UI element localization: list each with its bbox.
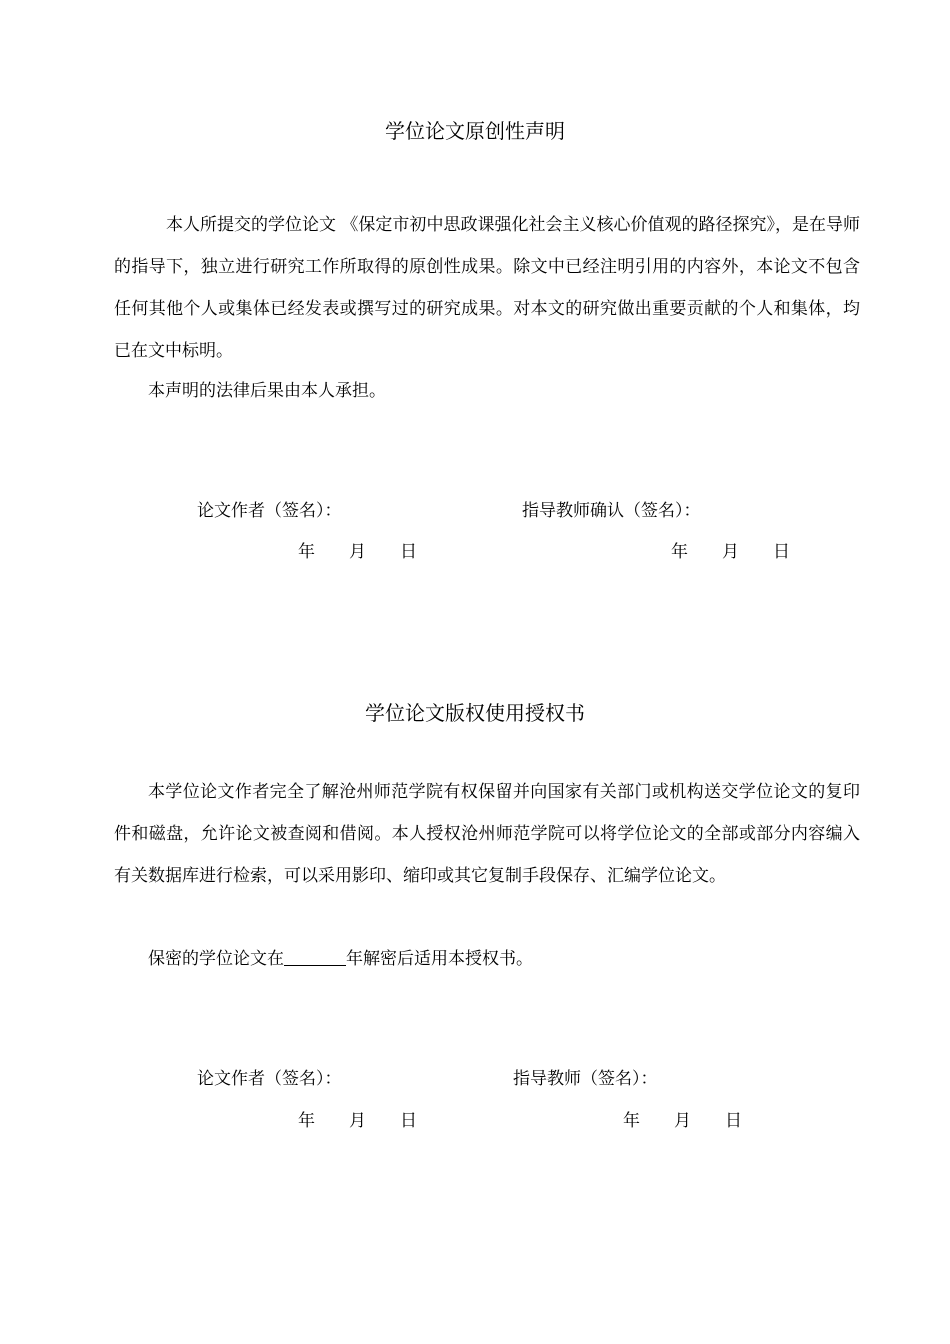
year-label: 年	[298, 1111, 315, 1131]
declaration-title: 学位论文原创性声明	[385, 119, 565, 143]
declaration-author-signature-label: 论文作者（签名）：	[197, 501, 342, 521]
day-label: 日	[400, 1111, 417, 1131]
month-label: 月	[349, 542, 366, 562]
confidential-text-after: 年解密后适用本授权书。	[346, 949, 533, 969]
day-label: 日	[400, 542, 417, 562]
authorization-author-date	[298, 1109, 417, 1133]
authorization-paragraph-2	[114, 938, 860, 980]
authorization-title: 学位论文版权使用授权书	[365, 701, 585, 725]
declaration-paragraph-2: 本声明的法律后果由本人承担。	[148, 381, 386, 401]
year-label: 年	[623, 1111, 640, 1131]
declaration-paragraph-1: 本人所提交的学位论文 《保定市初中思政课强化社会主义核心价值观的路径探究》，是在导师的指导下，独立进行研究工作所取得的原创性成果。除文中已经注明引用的内容外，本论文不包含任何其他个人或集体已经发表或撰写过的研究成果。对本文的研究做出重要贡献的个人和集体，均已在文中标明。	[114, 215, 860, 361]
year-label: 年	[298, 542, 315, 562]
confidential-text-before: 保密的学位论文在	[148, 949, 284, 969]
authorization-advisor-date	[623, 1109, 742, 1133]
year-label: 年	[671, 542, 688, 562]
declaration-advisor-signature-label: 指导教师确认（签名）：	[522, 501, 701, 521]
authorization-paragraph-1: 本学位论文作者完全了解沧州师范学院有权保留并向国家有关部门或机构送交学位论文的复印件和磁盘，允许论文被查阅和借阅。本人授权沧州师范学院可以将学位论文的全部或部分内容编入有关数据库进行检索，可以采用影印、缩印或其它复制手段保存、汇编学位论文。	[114, 782, 860, 886]
authorization-author-signature-label: 论文作者（签名）：	[197, 1069, 342, 1089]
day-label: 日	[725, 1111, 742, 1131]
authorization-advisor-signature-label: 指导教师（签名）：	[513, 1069, 658, 1089]
day-label: 日	[773, 542, 790, 562]
confidential-year-blank[interactable]	[284, 949, 346, 966]
month-label: 月	[674, 1111, 691, 1131]
month-label: 月	[349, 1111, 366, 1131]
declaration-advisor-date	[671, 540, 790, 564]
declaration-author-date	[298, 540, 417, 564]
month-label: 月	[722, 542, 739, 562]
